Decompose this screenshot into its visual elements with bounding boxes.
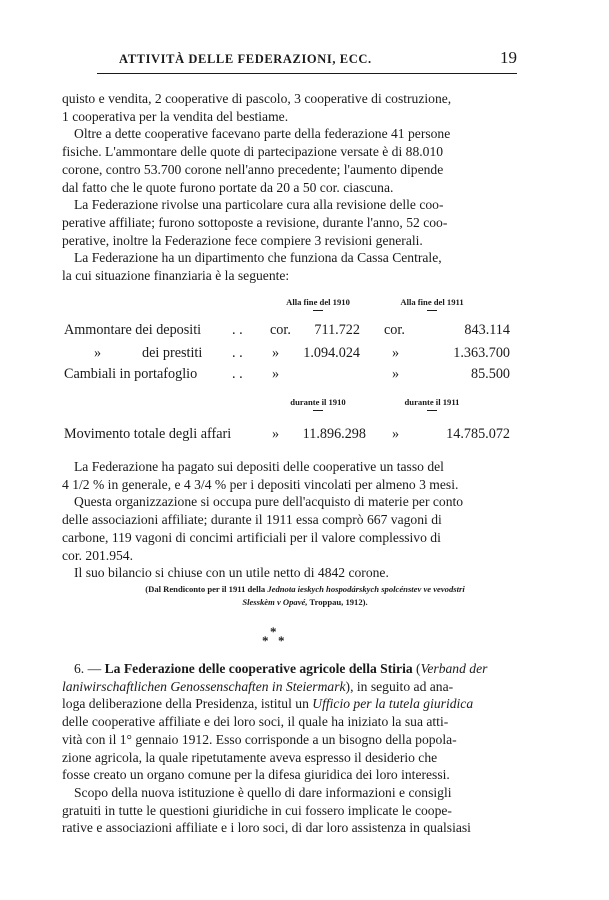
text-line: La Federazione ha pagato sui depositi delle cooperative un tasso del (74, 459, 444, 474)
text-line: la cui situazione finanziaria è la seguente: (62, 268, 290, 284)
paragraph-2 (62, 125, 516, 196)
value-1911: 1.363.700 (453, 345, 510, 361)
source-prefix: (Dal Rendiconto per il 1911 della (145, 584, 266, 594)
unit-1910: » (272, 345, 280, 361)
source-note (95, 583, 515, 609)
section-number: 6. — (74, 661, 102, 676)
period-heading-1910 (266, 397, 370, 411)
source-place: Slesskèm v Opavé, (242, 597, 308, 607)
asterisk: * (262, 633, 269, 648)
unit-1910: » (272, 366, 280, 382)
section-6-paragraph-1 (62, 660, 516, 784)
value-1910: 11.896.298 (302, 426, 366, 442)
row-label: Cambiali in portafoglio (64, 366, 198, 382)
header-title: ATTIVITÀ DELLE FEDERAZIONI, ECC. (119, 52, 372, 66)
text-line: zione agricola, la quale ripetutamente aveva espresso il desiderio che (62, 749, 438, 765)
asterisk: * (278, 633, 285, 648)
asterism-divider (262, 624, 292, 648)
text-line: Il suo bilancio si chiuse con un utile netto di 4842 corone. (74, 565, 389, 581)
text-line: gratuiti in tutte le questioni giuridiche in cui fossero implicate le coope- (62, 802, 452, 818)
text-line: loga deliberazione della Presidenza, istitul un (62, 696, 309, 712)
asterisk: * (270, 624, 277, 639)
page-number: 19 (500, 48, 517, 67)
text-line: perative affiliate; furono sottoposte a revisione, durante l'anno, 52 coo- (62, 214, 448, 230)
row-dots: . . (232, 366, 243, 382)
text-line: delle associazioni affiliate; durante il 1911 essa comprò 667 vagoni di (62, 512, 442, 528)
unit-1911: cor. (384, 322, 405, 338)
office-name: Ufficio per la tutela giuridica (312, 696, 474, 712)
text-line: La Federazione rivolse una particolare cura alla revisione delle coo- (74, 197, 444, 213)
text-line: Questa organizzazione si occupa pure dell'acquisto di materie per conto (74, 494, 464, 510)
col-heading-1911 (380, 297, 484, 311)
col-heading-text: Alla fine del 1911 (400, 297, 464, 307)
paren: ), (345, 678, 354, 694)
heading-dash (427, 310, 437, 311)
text-line: cor. 201.954. (62, 547, 133, 563)
text-line: carbone, 119 vagoni di concimi artificiali per il valore complessivo di (62, 529, 441, 545)
unit-1910: cor. (270, 322, 291, 338)
heading-dash (427, 410, 437, 411)
unit-1911: » (392, 345, 400, 361)
row-dots: . . (232, 322, 243, 338)
paragraph-7 (62, 564, 516, 582)
after-table-text (62, 458, 516, 582)
text-line: rative e associazioni affiliate e i loro soci, di dar loro assistenza in qualsiasi (62, 820, 471, 836)
value-1911: 85.500 (470, 366, 510, 382)
unit-1911: » (392, 366, 400, 382)
section-6-paragraph-2 (62, 784, 516, 837)
ditto-mark: » (94, 345, 102, 361)
source-publisher: Jednota ieskych hospodárskych spolcénstev ve vevodstri (267, 584, 465, 594)
section-title: La Federazione delle cooperative agricole della Stiria (104, 661, 413, 676)
heading-dash (313, 310, 323, 311)
value-1910: 711.722 (314, 322, 360, 338)
paragraph-4 (62, 249, 516, 284)
running-header (97, 50, 517, 74)
text-line: fosse creato un organo comune per la difesa giuridica dei loro interessi. (62, 767, 450, 783)
text-line: perative, inoltre la Federazione fece compiere 3 revisioni generali. (62, 232, 423, 248)
text-line: delle cooperative affiliate e dei loro soci, il quale ha iniziato la sua atti- (62, 714, 449, 730)
section-6 (62, 660, 516, 837)
paragraph-5 (62, 458, 516, 493)
row-label: dei prestiti (142, 345, 203, 361)
heading-dash (313, 410, 323, 411)
col-heading-text: Alla fine del 1910 (286, 297, 350, 307)
text-line: in seguito ad ana- (356, 678, 454, 694)
period-heading-1911 (380, 397, 484, 411)
text-line: 1 cooperativa per la vendita del bestiame. (62, 108, 289, 124)
row-label: Movimento totale degli affari (64, 426, 232, 442)
unit-1911: » (392, 426, 400, 442)
text-line: corone, contro 53.700 corone nell'anno precedente; l'aumento dipende (62, 161, 444, 177)
row-dots: . . (232, 345, 243, 361)
text-line: vità con il 1° gennaio 1912. Esso corrisponde a un bisogno della popola- (62, 731, 457, 747)
unit-1910: » (272, 426, 280, 442)
period-heading-text: durante il 1910 (290, 397, 346, 407)
value-1911: 843.114 (464, 322, 510, 338)
text-line: Scopo della nuova istituzione è quello di dare informazioni e consigli (74, 784, 452, 800)
german-title: laniwirschaftlichen Genossenschaften in Steiermark (62, 678, 346, 694)
text-line: quisto e vendita, 2 cooperative di pascolo, 3 cooperative di costruzione, (62, 91, 452, 106)
col-heading-1910 (266, 297, 370, 311)
value-1910: 1.094.024 (303, 345, 360, 361)
paren: ( (416, 661, 421, 676)
text-line: fisiche. L'ammontare delle quote di partecipazione versate è di 88.010 (62, 144, 444, 160)
text-line: dal fatto che le quote furono portate da 20 a 50 cor. ciascuna. (62, 179, 394, 195)
text-line: La Federazione ha un dipartimento che funziona da Cassa Centrale, (74, 250, 442, 266)
text-line: 4 1/2 % in generale, e 4 3/4 % per i depositi vincolati per almeno 3 mesi. (62, 476, 459, 492)
header-rule (97, 73, 517, 74)
period-heading-text: durante il 1911 (404, 397, 460, 407)
german-title: Verband der (420, 661, 488, 676)
source-suffix: Troppau, 1912). (309, 597, 368, 607)
text-line: Oltre a dette cooperative facevano parte della federazione 41 persone (74, 126, 451, 142)
paragraph-3 (62, 196, 516, 249)
paragraph-6 (62, 493, 516, 564)
intro-text (62, 90, 516, 285)
row-label: Ammontare dei depositi (64, 322, 202, 338)
paragraph-1 (62, 90, 516, 125)
value-1911: 14.785.072 (446, 426, 510, 442)
